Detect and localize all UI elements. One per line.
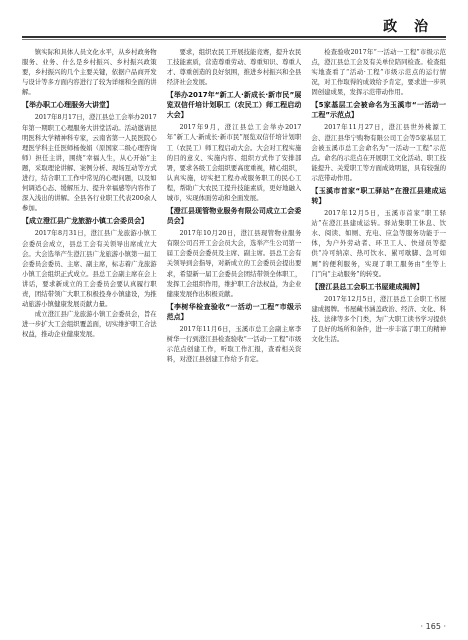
- page-number: · 165 ·: [420, 622, 446, 631]
- page-header: [22, 14, 446, 40]
- body-paragraph: 镇实际和具体人员文化水平，从乡村政务物服务、业务、什么是乡村振兴、乡村振兴政策要，乡村振兴的几个主要关键，依据户品商开发与设计等多方面内容进行了较为详细和全面的讲解。: [22, 48, 157, 97]
- column-left: [22, 47, 157, 613]
- entry-heading: 【成立澄江县广龙旅游小镇工会委员会】: [22, 217, 148, 226]
- body-paragraph: 2017年11月27日，澄江县世外桃源工会、澄江县华宁购物有限公司工会等5家基层工会被玉溪市总工会命名为“一活动一工程”示范点。命名的示范点在开展职工文化活动、职工技能提升、关爱职工等方面成效明显，具有较强的示范带动作用。: [311, 123, 446, 182]
- entry-heading: 【举办职工心理服务大讲堂】: [22, 101, 113, 110]
- entry-heading: 【李树华检查验收“一活动一工程”市级示范点】: [166, 302, 302, 321]
- entry-heading: 【澄江县总工会职工书屋建成揭牌】: [311, 282, 424, 291]
- body-paragraph: 2017年8月17日，澄江县总工会举办2017年第一期职工心理服务大讲堂活动。活动邀请昆明医科大学精神科专家，云南省第一人民医院心理医学科主任医师杨俊娟（原国家二级心理咨询师）担任主讲，围绕“幸福人生，从心开始”主题，采取理论讲解、案例分析、现场互动等方式进行，结合职工工作中常见的心理问题，以及如何调适心态、缓解压力、提升幸福感等内容作了深入浅出的讲解。全县各行业职工代表200余人参加。: [22, 113, 157, 213]
- body-paragraph: 2017年12月5日，澄江县总工会职工书屋建成揭牌。书屋藏书涵盖政治、经济、文化、科技、法律等多个门类，为广大职工读书学习提供了良好的场所和条件，进一步丰富了职工的精神文化生活。: [311, 294, 446, 344]
- column-middle: [167, 47, 302, 613]
- entry-heading: 【5家基层工会被命名为玉溪市“一活动一工程”示范点】: [311, 101, 446, 120]
- body-paragraph: 要求，组织农民工开展技能竞赛，提升农民工技能素质，营造尊重劳动、尊重知识、尊重人才、尊重创造的良好氛围，推进乡村振兴和全县经济社会发展。: [166, 48, 302, 87]
- header-rule-thick: [22, 36, 446, 38]
- column-right: [311, 47, 446, 613]
- body-paragraph: 2017年10月20日，澄江县现管物业服务有限公司召开工会会员大会，选举产生公司第一届工会委员会委员及主席、副主席。县总工会有关领导到会指导，对新成立的工会委员会提出要求，希望新一届工会委员会团结带领全体职工，发挥工会组织作用，维护职工合法权益，为企业健康发展作出积极贡献。: [166, 229, 302, 298]
- section-title: 政 治: [383, 19, 434, 35]
- entry-heading: 【玉溪市首家“职工驿站”在澄江县建成运转】: [311, 187, 446, 206]
- article-columns: [22, 47, 446, 613]
- body-paragraph: 2017年8月31日，澄江县广龙旅游小镇工会委员会成立，县总工会有关领导出席成立大会。大会选举产生澄江县广龙旅游小镇第一届工会委员会委员、主席、副主席，标志着广龙旅游小镇工会组织正式成立。县总工会副主席在会上讲话，要求新成立的工会委员会要认真履行职责，团结带领广大职工积极投身小镇建设，为推动旅游小镇健康发展贡献力量。: [22, 229, 157, 309]
- body-paragraph: 检查验收2017年“一活动一工程”市级示范点，澄江县总工会及有关单位陪同检查。检查组实地查看了“活动·工程”市级示范点的运行情况，对工作取得的成效给予肯定，要求进一步巩固创建成果，发挥示范带动作用。: [311, 48, 446, 97]
- body-paragraph: 成立澄江县广龙旅游小镇工会委员会，旨在进一步扩大工会组织覆盖面，切实维护职工合法权益，推动企业健康发展。: [22, 310, 157, 339]
- entry-heading: 【澄江县现管物业服务有限公司成立工会委员会】: [166, 207, 302, 226]
- header-rule-thin: [22, 39, 446, 40]
- body-paragraph: 2017年11月6日，玉溪市总工会副主席李树华一行到澄江县检查验收“一活动一工程”市级示范点创建工作，听取工作汇报，查看相关资料，对澄江县创建工作给予肯定。: [166, 324, 302, 364]
- body-paragraph: 2017年12月5日，玉溪市首家“职工驿站”在澄江县建成运转。驿站集职工休息、饮水、阅读、如厕、充电、应急等服务功能于一体，为户外劳动者、环卫工人、快递员等提供“冷可纳凉、热可饮水、累可歇脚、急可如厕”的便利服务，实现了职工服务由“坐等上门”向“主动服务”的转变。: [311, 209, 446, 278]
- entry-heading: 【举办2017年“新工人·新成长·新市民”展览双信仟培计划职工（农民工）师工程启动大会】: [166, 91, 302, 120]
- body-paragraph: 2017年9月，澄江县总工会举办2017年“新工人·新成长·新市民”展览双信仟培计划职工（农民工）师工程启动大会。大会对工程实施的目的意义、实施内容、组织方式作了安排部署，要求各级工会组织要高度重视，精心组织，认真实施，切实把工程办成服务职工的民心工程，帮助广大农民工提升技能素质，更好地融入城市，实现体面劳动和全面发展。: [166, 123, 302, 203]
